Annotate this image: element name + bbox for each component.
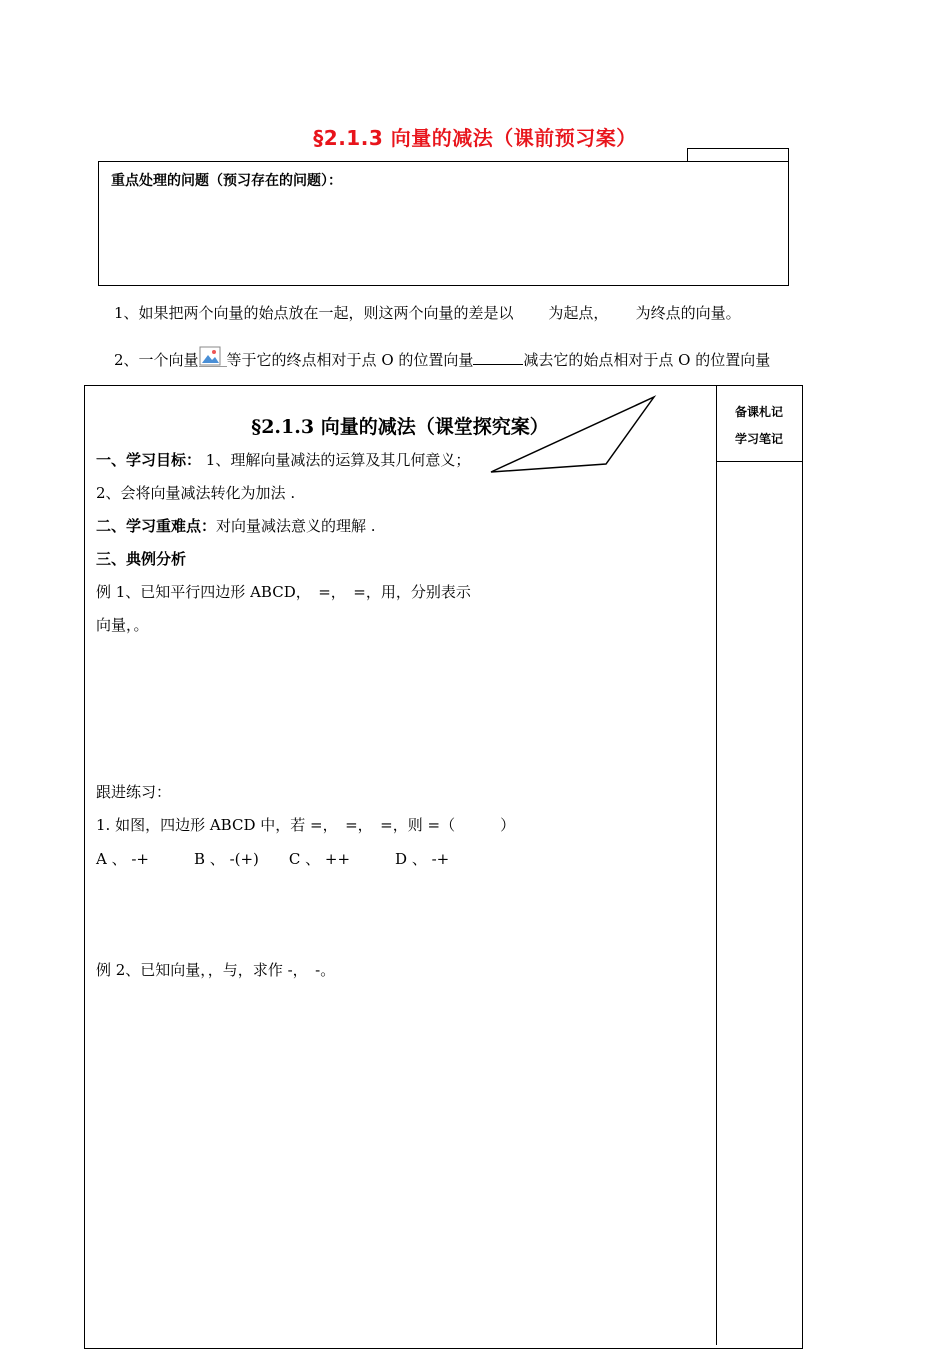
q2-part-b: 等于它的终点相对于点 O 的位置向量 (226, 351, 474, 369)
q2-part-a: 2、一个向量 (114, 351, 199, 369)
focus-label: 重点处理的问题（预习存在的问题）： (111, 173, 342, 189)
goal-2: 2、会将向量减法转化为加法 . (96, 484, 296, 502)
broken-image-icon (199, 346, 227, 367)
example-2: 例 2、已知向量，，与，求作 -， -。 (96, 961, 336, 979)
key-text: 对向量减法意义的理解 . (216, 517, 376, 535)
sidebar-label-1: 备课札记 (734, 405, 783, 419)
corner-tab (687, 148, 789, 162)
sidebar-divider (716, 385, 717, 1345)
sidebar-header (716, 385, 802, 462)
key-points (96, 515, 376, 536)
lesson-title: §2.1.3 向量的减法（课堂探究案） (251, 416, 549, 438)
q2-part-c: 减去它的始点相对于点 O 的位置向量 (523, 351, 771, 369)
practice-question: 1. 如图，四边形 ABCD 中，若 =， =， =，则 =（ ） (96, 816, 516, 834)
goal-1: 1、理解向量减法的运算及其几何意义； (205, 451, 471, 469)
focus-box (98, 161, 789, 286)
preview-question-1: 1、如果把两个向量的始点放在一起，则这两个向量的差是以 为起点， 为终点的向量。 (114, 304, 741, 322)
example-heading: 三、典例分析 (96, 550, 187, 568)
practice-heading: 跟进练习： (96, 783, 172, 801)
preview-question-2 (114, 346, 770, 370)
practice-options: A 、 -+ B 、 -(+) C 、 ++ D 、 -+ (96, 850, 450, 868)
example-1-line-2: 向量，。 (96, 616, 149, 634)
sidebar-label-2: 学习笔记 (734, 432, 783, 446)
preview-title: §2.1.3 向量的减法（课前预习案） (313, 126, 637, 150)
example-1-line-1: 例 1、已知平行四边形 ABCD， =， =，用，分别表示 (96, 583, 471, 601)
triangle-figure (488, 395, 658, 475)
q2-blank (473, 350, 523, 365)
goal-heading: 一、学习目标： (96, 451, 202, 469)
key-heading: 二、学习重难点： (96, 517, 217, 535)
learning-goals (96, 449, 470, 470)
